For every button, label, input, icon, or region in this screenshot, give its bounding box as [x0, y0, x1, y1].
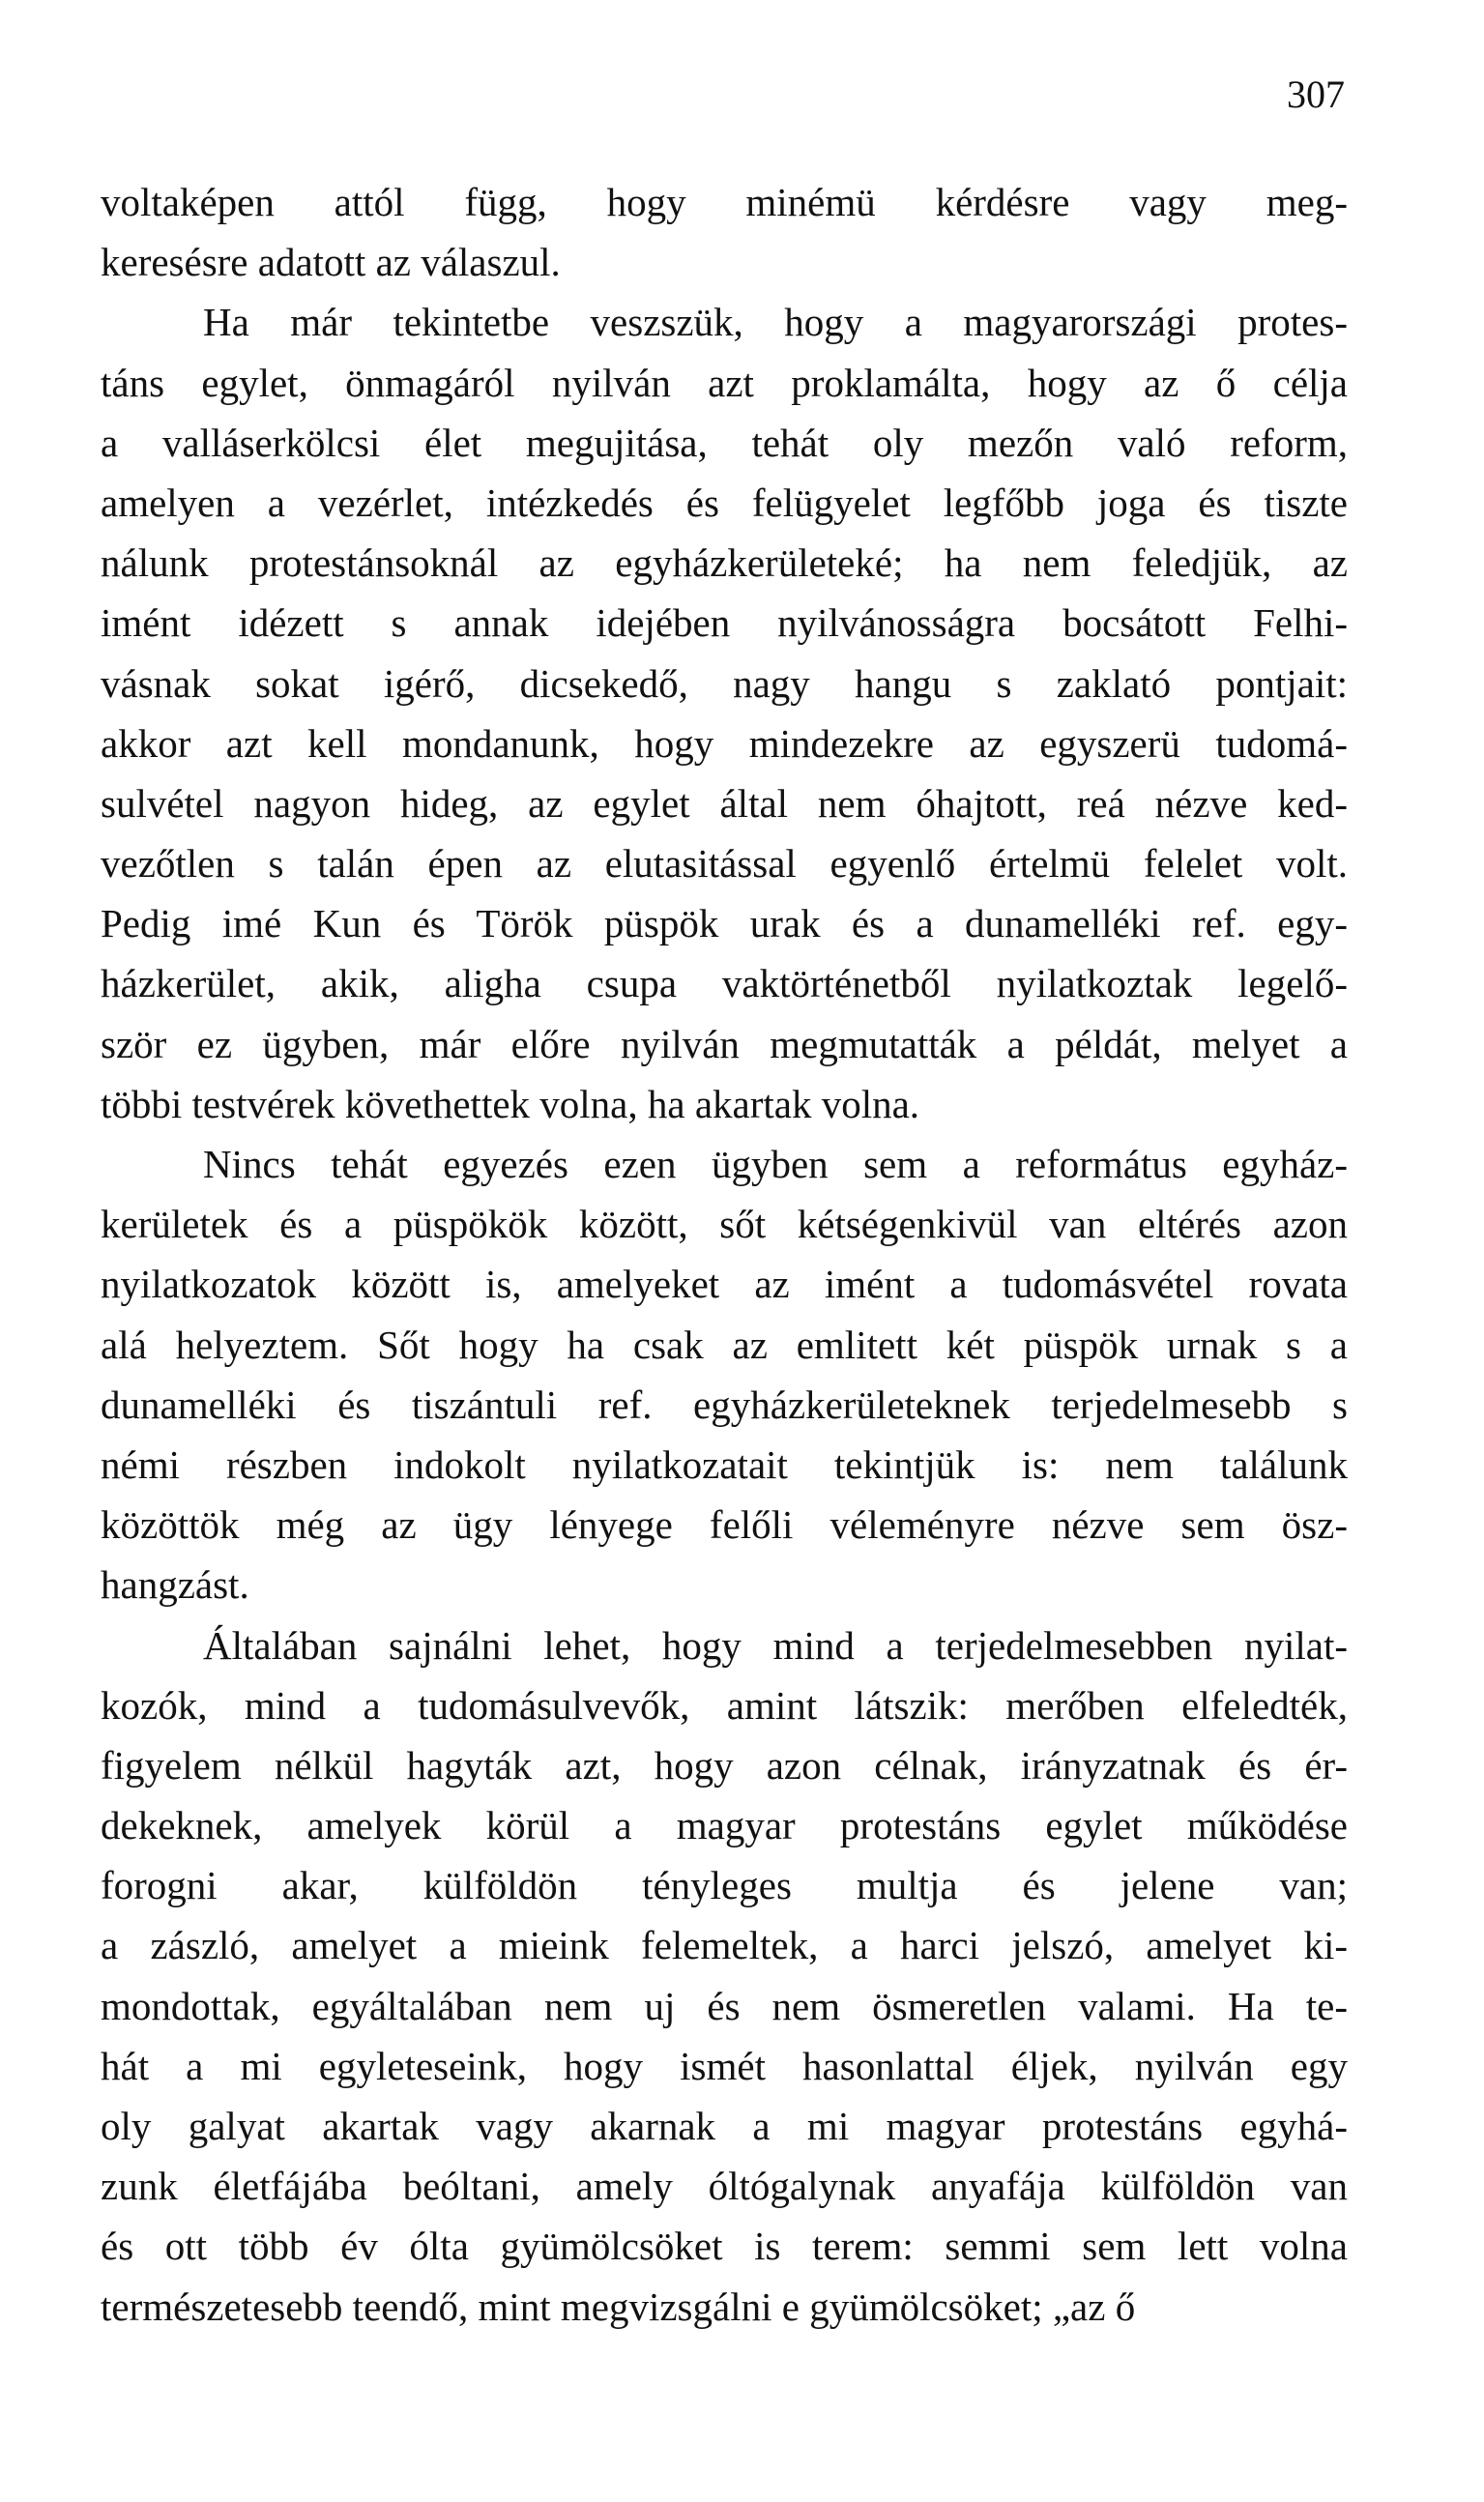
- text-line: nálunk protestánsoknál az egyházkerületeké; ha nem feledjük, az: [101, 540, 1348, 586]
- text-line: dekeknek, amelyek körül a magyar protestáns egylet működése: [101, 1803, 1348, 1848]
- paragraph: [101, 1134, 1348, 1615]
- text-line: nyilatkozatok között is, amelyeket az imént a tudomásvétel rovata: [101, 1262, 1348, 1307]
- text-line: vezőtlen s talán épen az elutasitással egyenlő értelmü felelet volt.: [101, 841, 1348, 887]
- paragraph: [101, 172, 1348, 292]
- text-line: amelyen a vezérlet, intézkedés és felügyelet legfőbb joga és tiszte: [101, 480, 1348, 525]
- text-line: mondottak, egyáltalában nem uj és nem ösmeretlen valami. Ha te-: [101, 1983, 1348, 2028]
- text-line: többi testvérek követhettek volna, ha akartak volna.: [101, 1081, 920, 1126]
- body-text: [101, 172, 1348, 2337]
- text-line: hát a mi egyleteseink, hogy ismét hasonlattal éljek, nyilván egy: [101, 2043, 1348, 2088]
- paragraph: [101, 1615, 1348, 2337]
- text-line: dunamelléki és tiszántuli ref. egyházkerületeknek terjedelmesebb s: [101, 1382, 1348, 1427]
- text-line: természetesebb teendő, mint megvizsgálni e gyümölcsöket; „az ő: [101, 2284, 1136, 2329]
- text-line: Ha már tekintetbe veszszük, hogy a magyarországi protes-: [203, 300, 1348, 345]
- text-line: vásnak sokat igérő, dicsekedő, nagy hangu s zaklató pontjait:: [101, 660, 1348, 706]
- text-line: és ott több év ólta gyümölcsöket is terem: semmi sem lett volna: [101, 2224, 1348, 2269]
- text-line: táns egylet, önmagáról nyilván azt proklamálta, hogy az ő célja: [101, 360, 1348, 405]
- text-line: a valláserkölcsi élet megujitása, tehát oly mezőn való reform,: [101, 420, 1348, 465]
- text-line: oly galyat akartak vagy akarnak a mi magyar protestáns egyhá-: [101, 2104, 1348, 2148]
- text-line: kozók, mind a tudomásulvevők, amint látszik: merőben elfeledték,: [101, 1682, 1348, 1728]
- text-line: imént idézett s annak idejében nyilvánosságra bocsátott Felhi-: [101, 600, 1348, 646]
- text-line: zunk életfájába beóltani, amely óltógalynak anyafája külföldön van: [101, 2164, 1348, 2209]
- paragraph: [101, 292, 1348, 1134]
- text-line: házkerület, akik, aligha csupa vaktörténetből nyilatkoztak legelő-: [101, 961, 1348, 1006]
- page-number: 307: [1287, 73, 1345, 116]
- text-line: sulvétel nagyon hideg, az egylet által nem óhajtott, reá nézve ked-: [101, 780, 1348, 826]
- text-line: Pedig imé Kun és Török püspök urak és a dunamelléki ref. egy-: [101, 901, 1348, 946]
- text-line: figyelem nélkül hagyták azt, hogy azon célnak, irányzatnak és ér-: [101, 1742, 1348, 1788]
- text-line: alá helyeztem. Sőt hogy ha csak az emlitett két püspök urnak s a: [101, 1322, 1348, 1367]
- text-line: a zászló, amelyet a mieink felemeltek, a harci jelszó, amelyet ki-: [101, 1923, 1348, 1968]
- text-line: némi részben indokolt nyilatkozatait tekintjük is: nem találunk: [101, 1441, 1348, 1487]
- text-line: kerületek és a püspökök között, sőt kétségenkivül van eltérés azon: [101, 1202, 1348, 1247]
- text-line: Általában sajnálni lehet, hogy mind a terjedelmesebben nyilat-: [203, 1622, 1348, 1668]
- text-line: keresésre adatott az válaszul.: [101, 240, 561, 285]
- text-line: forogni akar, külföldön tényleges multja és jelene van;: [101, 1863, 1348, 1908]
- text-line: ször ez ügyben, már előre nyilván megmutatták a példát, melyet a: [101, 1021, 1348, 1066]
- text-line: hangzást.: [101, 1562, 249, 1608]
- text-line: Nincs tehát egyezés ezen ügyben sem a református egyház-: [203, 1142, 1348, 1186]
- text-line: akkor azt kell mondanunk, hogy mindezekre az egyszerü tudomá-: [101, 720, 1348, 766]
- text-line: voltaképen attól függ, hogy minémü kérdésre vagy meg-: [101, 180, 1348, 224]
- text-line: közöttök még az ügy lényege felőli véleményre nézve sem ösz-: [101, 1502, 1348, 1548]
